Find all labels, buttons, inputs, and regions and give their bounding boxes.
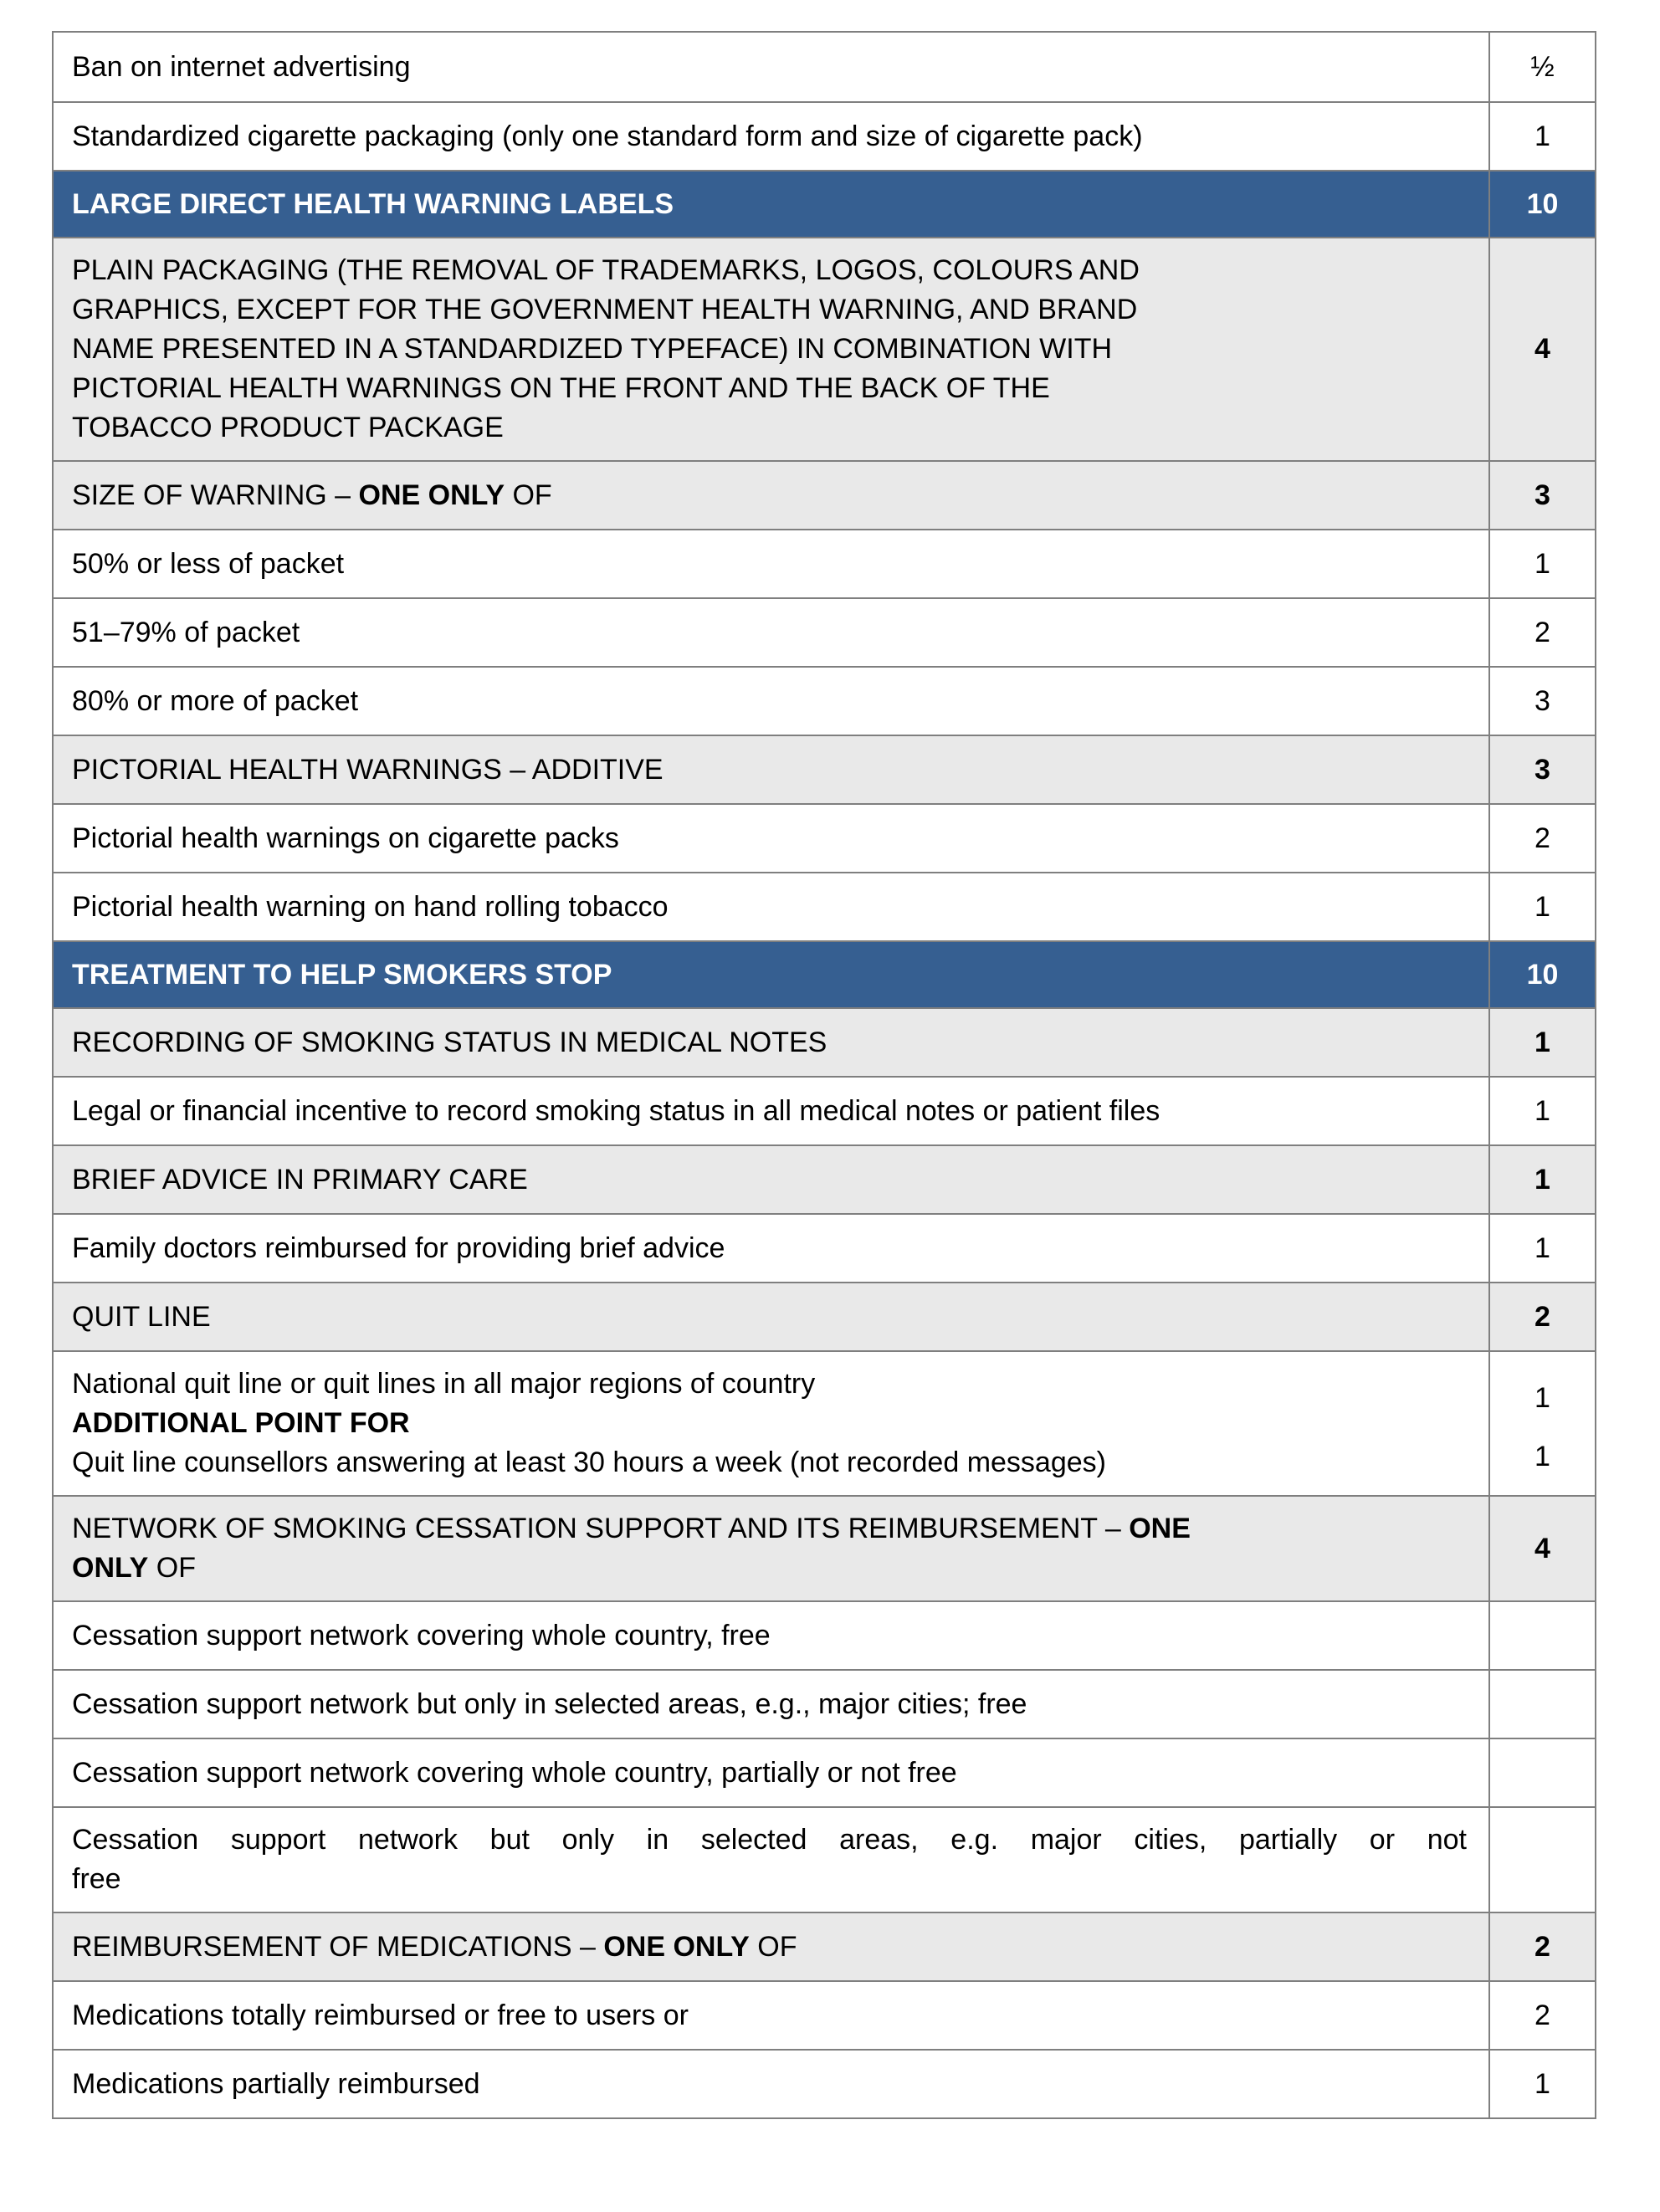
label-segment: Legal or financial incentive to record smoking status in all medical notes or patient files (72, 1094, 1160, 1127)
section-header-row (54, 170, 1595, 237)
label-segment: 50% or less of packet (72, 547, 345, 580)
row-points (1490, 1602, 1595, 1669)
row-label (54, 1808, 1490, 1912)
subsection-header-row (54, 735, 1595, 803)
label-segment: PICTORIAL HEALTH WARNINGS ON THE FRONT AND THE BACK OF THE (72, 372, 1050, 404)
label-segment-bold: ONE (1129, 1513, 1191, 1544)
points-value: 1 (1534, 2067, 1550, 2100)
label-segment: Cessation support network covering whole country, partially or not free (72, 1756, 957, 1789)
label-segment: Standardized cigarette packaging (only one standard form and size of cigarette pack) (72, 120, 1143, 152)
points-value: 2 (1534, 1300, 1550, 1333)
points-value: 1 (1534, 1094, 1550, 1127)
table-row (54, 33, 1595, 101)
label-segment-bold: ONE ONLY (603, 1930, 750, 1963)
row-label (54, 942, 1490, 1007)
subsection-header-row (54, 1282, 1595, 1350)
row-label (54, 668, 1490, 735)
points-value: 1 (1534, 890, 1550, 923)
label-segment-bold: ONLY (72, 1552, 149, 1584)
row-label (54, 1913, 1490, 1980)
label-segment: PICTORIAL HEALTH WARNINGS – ADDITIVE (72, 753, 663, 786)
row-label-text (72, 476, 1467, 515)
subsection-header-row (54, 237, 1595, 460)
points-value: 1 (1534, 1382, 1550, 1414)
table-row (54, 1600, 1595, 1669)
row-points (1490, 668, 1595, 735)
row-label (54, 33, 1490, 101)
points-value: 3 (1534, 753, 1550, 786)
row-points (1490, 942, 1595, 1007)
subsection-header-row (54, 1912, 1595, 1980)
row-points (1490, 1739, 1595, 1806)
row-label (54, 599, 1490, 666)
row-label (54, 1739, 1490, 1806)
label-segment: OF (505, 479, 552, 511)
table-row (54, 597, 1595, 666)
points-value: 1 (1534, 1026, 1550, 1058)
subsection-header-row (54, 1144, 1595, 1213)
row-label-text (72, 1298, 1467, 1337)
tobacco-control-score-table (52, 31, 1596, 2119)
label-segment: Quit line counsellors answering at least 30 hours a week (not recorded messages) (72, 1447, 1106, 1478)
points-value: 3 (1534, 684, 1550, 717)
section-header-row (54, 940, 1595, 1007)
row-points (1490, 2051, 1595, 2117)
points-value: 1 (1534, 1231, 1550, 1264)
label-segment: OF (749, 1930, 797, 1963)
row-label (54, 805, 1490, 872)
row-label-text (72, 251, 1467, 448)
row-label (54, 1146, 1490, 1213)
row-label (54, 736, 1490, 803)
points-value: 1 (1534, 547, 1550, 580)
row-label (54, 103, 1490, 170)
row-label (54, 2051, 1490, 2117)
label-segment: 51–79% of packet (72, 616, 300, 648)
points-value: 3 (1534, 479, 1550, 511)
table-row (54, 1806, 1595, 1912)
row-points (1490, 1982, 1595, 2049)
table-row (54, 666, 1595, 735)
subsection-header-row (54, 460, 1595, 529)
row-label-text (72, 1023, 1467, 1062)
label-segment: Medications totally reimbursed or free to users or (72, 1999, 689, 2031)
points-value: 10 (1526, 958, 1559, 991)
row-points (1490, 1808, 1595, 1912)
row-label-text (72, 682, 1467, 721)
row-points (1490, 1078, 1595, 1144)
label-segment: TREATMENT TO HELP SMOKERS STOP (72, 958, 612, 991)
row-label (54, 1078, 1490, 1144)
row-label-text (72, 1509, 1467, 1588)
row-points (1490, 238, 1595, 460)
label-segment: RECORDING OF SMOKING STATUS IN MEDICAL NOTES (72, 1026, 827, 1058)
row-points (1490, 1913, 1595, 1980)
row-label (54, 1009, 1490, 1076)
row-points (1490, 33, 1595, 101)
points-value: 2 (1534, 1930, 1550, 1963)
row-label (54, 1352, 1490, 1495)
row-points (1490, 1352, 1595, 1495)
row-points (1490, 103, 1595, 170)
row-points (1490, 172, 1595, 237)
points-value: 4 (1534, 1532, 1550, 1564)
row-label-text (72, 1160, 1467, 1200)
row-label-text (72, 1092, 1467, 1131)
row-points (1490, 1215, 1595, 1282)
table-row (54, 1980, 1595, 2049)
row-label-text (72, 48, 1467, 87)
row-points (1490, 1146, 1595, 1213)
points-value: 1 (1534, 1441, 1550, 1472)
row-label-text (72, 1229, 1467, 1268)
label-segment: Cessation support network but only in selected areas, e.g. major cities, partially or not (72, 1824, 1467, 1856)
label-segment: NAME PRESENTED IN A STANDARDIZED TYPEFACE) IN COMBINATION WITH (72, 333, 1113, 365)
row-points (1490, 1671, 1595, 1738)
row-label-text (72, 955, 1467, 995)
points-value: 1 (1534, 120, 1550, 152)
row-label (54, 1982, 1490, 2049)
table-row (54, 1350, 1595, 1495)
points-value: 2 (1534, 1999, 1550, 2031)
label-segment: REIMBURSEMENT OF MEDICATIONS – (72, 1930, 604, 1963)
table-row (54, 1738, 1595, 1806)
row-label (54, 873, 1490, 940)
table-row (54, 1669, 1595, 1738)
subsection-header-row (54, 1007, 1595, 1076)
table-row (54, 872, 1595, 940)
points-value: 1 (1534, 1163, 1550, 1196)
label-segment: Cessation support network covering whole country, free (72, 1619, 771, 1651)
row-label-text (72, 545, 1467, 584)
label-segment: Medications partially reimbursed (72, 2067, 480, 2100)
points-value: 10 (1526, 187, 1559, 220)
row-label (54, 530, 1490, 597)
row-label (54, 1283, 1490, 1350)
row-label-text (72, 2065, 1467, 2104)
row-points (1490, 599, 1595, 666)
label-segment: QUIT LINE (72, 1300, 211, 1333)
table-row (54, 2049, 1595, 2117)
label-segment: National quit line or quit lines in all major regions of country (72, 1368, 816, 1400)
table-row (54, 529, 1595, 597)
row-label (54, 172, 1490, 237)
row-label-text (72, 613, 1467, 653)
row-points (1490, 736, 1595, 803)
label-segment: Ban on internet advertising (72, 50, 411, 83)
row-label (54, 1497, 1490, 1600)
row-label (54, 238, 1490, 460)
row-label-text (72, 1996, 1467, 2035)
label-segment: NETWORK OF SMOKING CESSATION SUPPORT AND ITS REIMBURSEMENT – (72, 1513, 1130, 1544)
label-segment: free (72, 1863, 121, 1895)
table-row (54, 803, 1595, 872)
row-label-text (72, 750, 1467, 790)
row-label-text (72, 819, 1467, 858)
label-segment: 80% or more of packet (72, 684, 359, 717)
row-label-text (72, 1754, 1467, 1793)
row-label-text (72, 185, 1467, 224)
label-segment: SIZE OF WARNING – (72, 479, 359, 511)
points-value: 2 (1534, 822, 1550, 854)
table-row (54, 1076, 1595, 1144)
table-row (54, 101, 1595, 170)
row-label (54, 1602, 1490, 1669)
row-label-text (72, 1928, 1467, 1967)
points-value: 2 (1534, 616, 1550, 648)
points-value: ½ (1530, 50, 1555, 83)
row-points (1490, 530, 1595, 597)
label-segment: PLAIN PACKAGING (THE REMOVAL OF TRADEMARKS, LOGOS, COLOURS AND (72, 254, 1140, 286)
row-label (54, 462, 1490, 529)
row-points (1490, 1497, 1595, 1600)
label-segment: Cessation support network but only in selected areas, e.g., major cities; free (72, 1687, 1027, 1720)
label-segment: Family doctors reimbursed for providing brief advice (72, 1231, 725, 1264)
label-segment: OF (148, 1552, 196, 1584)
row-label-text (72, 1365, 1467, 1482)
label-segment: BRIEF ADVICE IN PRIMARY CARE (72, 1163, 528, 1196)
row-points (1490, 462, 1595, 529)
row-label-text (72, 888, 1467, 927)
table-row (54, 1213, 1595, 1282)
label-segment-bold: ONE ONLY (358, 479, 505, 511)
subsection-header-row (54, 1495, 1595, 1600)
row-points (1490, 1009, 1595, 1076)
row-points (1490, 873, 1595, 940)
row-points (1490, 805, 1595, 872)
row-label (54, 1215, 1490, 1282)
label-segment: Pictorial health warning on hand rolling tobacco (72, 890, 669, 923)
row-label (54, 1671, 1490, 1738)
row-label-text (72, 1820, 1467, 1899)
row-points (1490, 1283, 1595, 1350)
label-segment: Pictorial health warnings on cigarette packs (72, 822, 619, 854)
label-segment: LARGE DIRECT HEALTH WARNING LABELS (72, 187, 674, 220)
label-segment: GRAPHICS, EXCEPT FOR THE GOVERNMENT HEALTH WARNING, AND BRAND (72, 294, 1138, 325)
row-label-text (72, 1685, 1467, 1724)
row-label-text (72, 1616, 1467, 1656)
label-segment: TOBACCO PRODUCT PACKAGE (72, 412, 504, 443)
row-label-text (72, 117, 1467, 156)
label-segment-bold: ADDITIONAL POINT FOR (72, 1407, 410, 1439)
points-value: 4 (1534, 333, 1550, 365)
